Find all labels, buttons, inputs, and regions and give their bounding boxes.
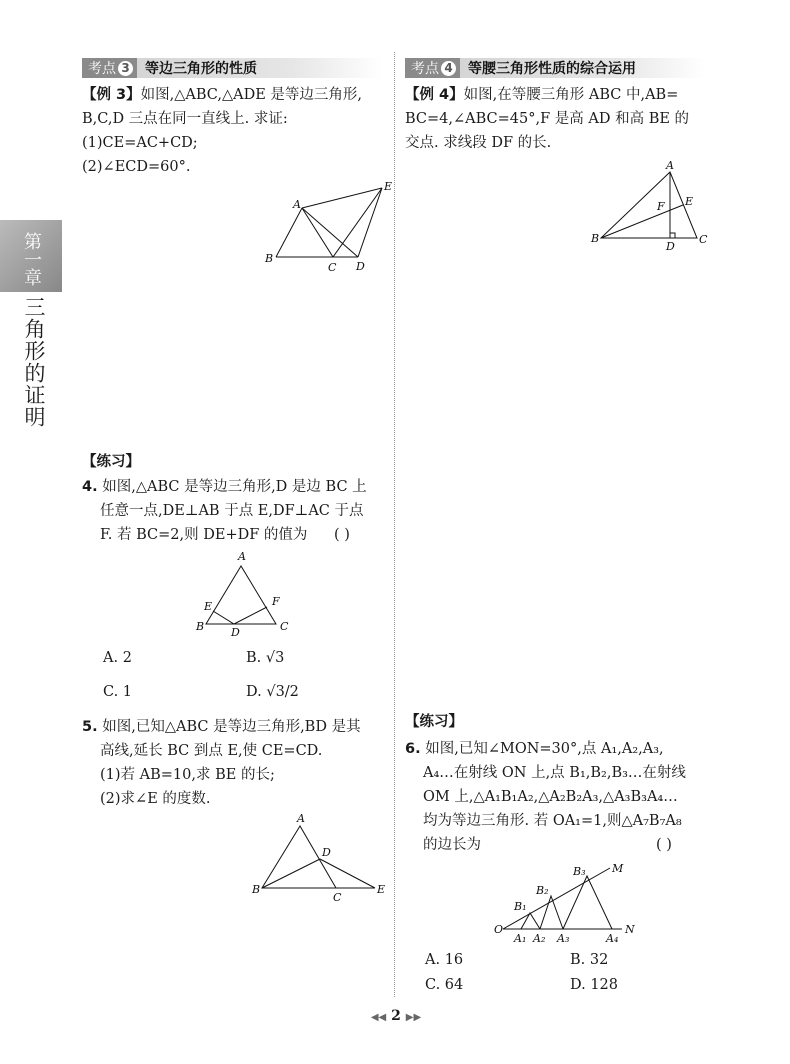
- svg-text:C: C: [699, 233, 708, 246]
- svg-text:D: D: [231, 626, 240, 639]
- example-4-line: BC=4,∠ABC=45°,F 是高 AD 和高 BE 的: [405, 111, 690, 127]
- svg-text:F: F: [657, 200, 665, 213]
- option-b: B. √3: [246, 650, 285, 666]
- figure-q5: [251, 812, 385, 904]
- option-d: D. 128: [570, 977, 619, 993]
- q4-line: F. 若 BC=2,则 DE+DF 的值为: [100, 527, 308, 543]
- figure-q4: [195, 550, 289, 639]
- page-number: 2: [391, 1008, 401, 1024]
- section-tag: 考点 4: [405, 58, 460, 78]
- svg-text:A₄: A₄: [606, 932, 619, 945]
- svg-text:B₁: B₁: [514, 900, 527, 913]
- q6-line: 均为等边三角形. 若 OA₁=1,则△A₇B₇A₈: [423, 813, 682, 829]
- practice-label: 【练习】: [405, 714, 463, 730]
- svg-text:D: D: [356, 260, 365, 273]
- q6-line: 的边长为: [423, 837, 481, 853]
- option-a: A. 2: [103, 650, 132, 666]
- svg-text:A₃: A₃: [557, 932, 570, 945]
- section-header-4: [405, 58, 705, 78]
- example-4-line-1: 【例 4】如图,在等腰三角形 ABC 中,AB=: [405, 87, 679, 103]
- figure-q6: [494, 862, 635, 945]
- svg-text:C: C: [328, 261, 337, 274]
- next-page-icon: ▶▶: [405, 1012, 422, 1023]
- figure-example-4: [590, 159, 708, 253]
- svg-text:B₂: B₂: [536, 884, 549, 897]
- q4-line: 任意一点,DE⊥AB 于点 E,DF⊥AC 于点: [100, 503, 364, 519]
- chapter-title: 三角形的证明: [22, 296, 46, 428]
- svg-text:B: B: [265, 252, 274, 265]
- answer-blank: ( ): [656, 837, 672, 853]
- answer-blank: ( ): [334, 527, 350, 543]
- example-4-line: 交点. 求线段 DF 的长.: [405, 135, 552, 151]
- svg-text:B: B: [591, 232, 600, 245]
- page-footer: [360, 1008, 432, 1024]
- svg-text:M: M: [612, 862, 624, 875]
- section-title: 等腰三角形性质的综合运用: [468, 61, 636, 77]
- svg-text:E: E: [685, 195, 694, 208]
- svg-text:B₃: B₃: [573, 865, 586, 878]
- svg-text:A: A: [297, 812, 305, 825]
- practice-label: 【练习】: [82, 454, 140, 470]
- svg-text:A₂: A₂: [533, 932, 546, 945]
- q5-line: (1)若 AB=10,求 BE 的长;: [100, 767, 275, 783]
- svg-text:E: E: [384, 180, 393, 193]
- prev-page-icon: ◀◀: [370, 1012, 387, 1023]
- option-a: A. 16: [425, 952, 464, 968]
- svg-text:D: D: [322, 846, 331, 859]
- svg-text:A₁: A₁: [514, 932, 527, 945]
- q5-line: 高线,延长 BC 到点 E,使 CE=CD.: [100, 743, 323, 759]
- example-3-line-1: 【例 3】如图,△ABC,△ADE 是等边三角形,: [82, 87, 363, 103]
- section-tag: 考点 3: [82, 58, 137, 78]
- svg-text:E: E: [204, 600, 213, 613]
- svg-text:C: C: [333, 891, 342, 904]
- svg-text:F: F: [272, 595, 280, 608]
- q4-line-1: 4. 如图,△ABC 是等边三角形,D 是边 BC 上: [82, 479, 367, 495]
- section-title: 等边三角形的性质: [145, 61, 257, 77]
- svg-text:B: B: [252, 883, 261, 896]
- svg-text:N: N: [625, 923, 635, 936]
- svg-text:O: O: [494, 923, 504, 936]
- q6-line: OM 上,△A₁B₁A₂,△A₂B₂A₃,△A₃B₃A₄…: [423, 789, 678, 805]
- q5-line: (2)求∠E 的度数.: [100, 791, 211, 807]
- svg-text:A: A: [293, 198, 301, 211]
- svg-text:C: C: [280, 620, 289, 633]
- q5-line-1: 5. 如图,已知△ABC 是等边三角形,BD 是其: [82, 719, 361, 735]
- svg-text:A: A: [238, 550, 246, 563]
- svg-text:D: D: [666, 240, 675, 253]
- option-d: D. √3/2: [246, 684, 299, 700]
- option-b: B. 32: [570, 952, 609, 968]
- example-3-line: B,C,D 三点在同一直线上. 求证:: [82, 111, 288, 127]
- chapter-label: 第一章: [21, 232, 42, 286]
- option-c: C. 1: [103, 684, 133, 700]
- example-3-line: (1)CE=AC+CD;: [82, 135, 198, 151]
- option-c: C. 64: [425, 977, 464, 993]
- svg-text:E: E: [377, 883, 386, 896]
- svg-text:B: B: [196, 620, 205, 633]
- q6-line-1: 6. 如图,已知∠MON=30°,点 A₁,A₂,A₃,: [405, 741, 664, 757]
- example-3-line: (2)∠ECD=60°.: [82, 159, 191, 175]
- svg-text:A: A: [666, 159, 674, 172]
- figure-example-3: [264, 180, 392, 274]
- q6-line: A₄…在射线 ON 上,点 B₁,B₂,B₃…在射线: [423, 765, 686, 781]
